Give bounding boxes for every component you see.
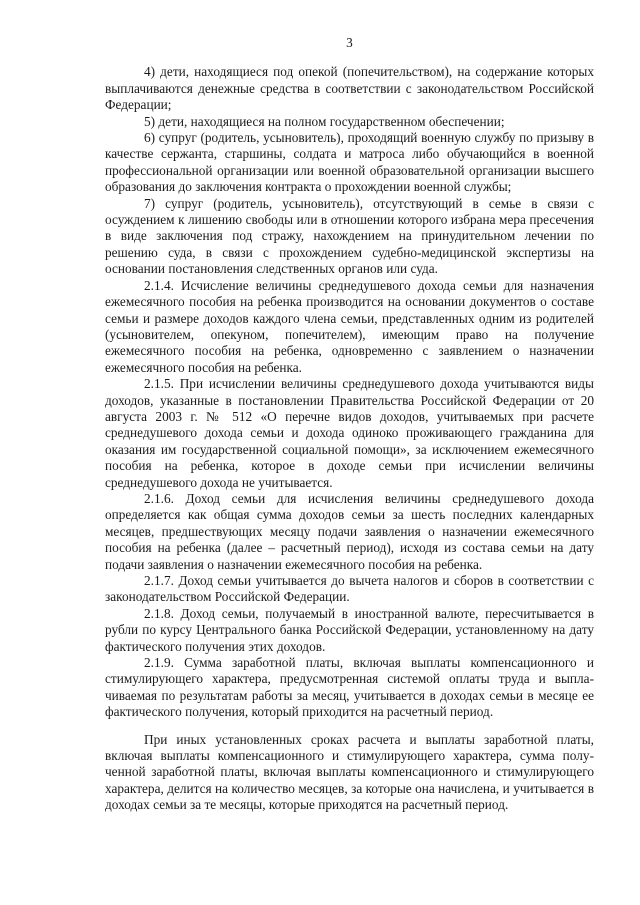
paragraph-other-payment-terms: При иных установленных сроках расчета и выплаты заработной платы, включая выплаты компенсационного и стимулирующего характера, сумма полученной заработной платы, включая выплаты компенсационного и стимулирующего характера, делится на количество месяцев, за которые она начислена, и учитывается в доходах семьи за те месяцы, которые приходятся на расчетный период. (105, 731, 594, 813)
paragraph-2-1-4: 2.1.4. Исчисление величины среднедушевого дохода семьи для назначения ежемесячного пособия на ребенка производится на основании документов о составе семьи и размере доходов каждого члена семьи, представленных одним из родителей (усыновителем, опекуном, попечителем), имеющим право на получение ежемесячного пособия на ребенка, одновременно с заявлением о назначении ежемесячного пособия на ребенка. (105, 277, 594, 375)
paragraph-2-1-7: 2.1.7. Доход семьи учитывается до вычета налогов и сборов в соответствии с законодательством Российской Федерации. (105, 573, 594, 605)
paragraph-item-5-state-support: 5) дети, находящиеся на полном государственном обеспечении; (144, 113, 505, 129)
paragraph-item-7-absent-spouse: 7) супруг (родитель, усыновитель), отсутствующий в семье в связи с осуждением к лишению свободы или в отношении которого избрана мера пресечения в виде заключения под стражу, нахождением на принудительном лечении по решению суда, в связи с прохождением судебно-медицинской экспертизы на основании постановления следственных органов или суда. (105, 195, 594, 277)
page-number: 3 (346, 35, 353, 50)
paragraph-item-4-guardianship: 4) дети, находящиеся под опекой (попечительством), на содержание которых выплачиваются денежные средства в соответствии с законодательством Российской Федерации; (105, 64, 594, 113)
paragraph-2-1-8: 2.1.8. Доход семьи, получаемый в иностранной валюте, пересчитывается в рубли по курсу Центрального банка Российской Федерации, установленному на дату фактического получения этих доходов. (105, 605, 594, 654)
paragraph-2-1-6: 2.1.6. Доход семьи для исчисления величины среднедушевого дохода определяется как общая сумма доходов семьи за шесть последних календарных месяцев, предшествующих месяцу подачи заявления о назначении ежемесячного пособия на ребенка (далее – расчетный период), исходя из состава семьи на дату подачи заявления о назначении ежемесячного пособия на ребенка. (105, 490, 594, 572)
paragraph-item-6-military-service: 6) супруг (родитель, усыновитель), проходящий военную службу по призыву в качестве сержанта, старшины, солдата и матроса либо обучающийся в военной профессиональной организации или военной образовательной организации высшего образования до заключения контракта о прохождении военной службы; (105, 130, 594, 195)
paragraph-2-1-5: 2.1.5. При исчислении величины среднедушевого дохода учитываются виды доходов, указанные в постановлении Правительства Российской Федерации от 20 августа 2003 г. № 512 «О перечне видов доходов, учитываемых при расчете среднедушевого дохода семьи и дохода одиноко проживающего гражданина для оказания им государственной социальной помощи», за исключением ежемесячного пособия на ребенка, которое в доходе семьи при исчислении величины среднедушевого дохода не учитывается. (105, 376, 594, 490)
document-page (105, 35, 594, 814)
paragraph-2-1-9: 2.1.9. Сумма заработной платы, включая выплаты компенсационного и стимулирующего характера, предусмотренная системой оплаты труда и выплачиваемая по результатам работы за месяц, учитывается в доходах семьи в месяце ее фактического получения, который приходится на расчетный период. (105, 655, 594, 720)
